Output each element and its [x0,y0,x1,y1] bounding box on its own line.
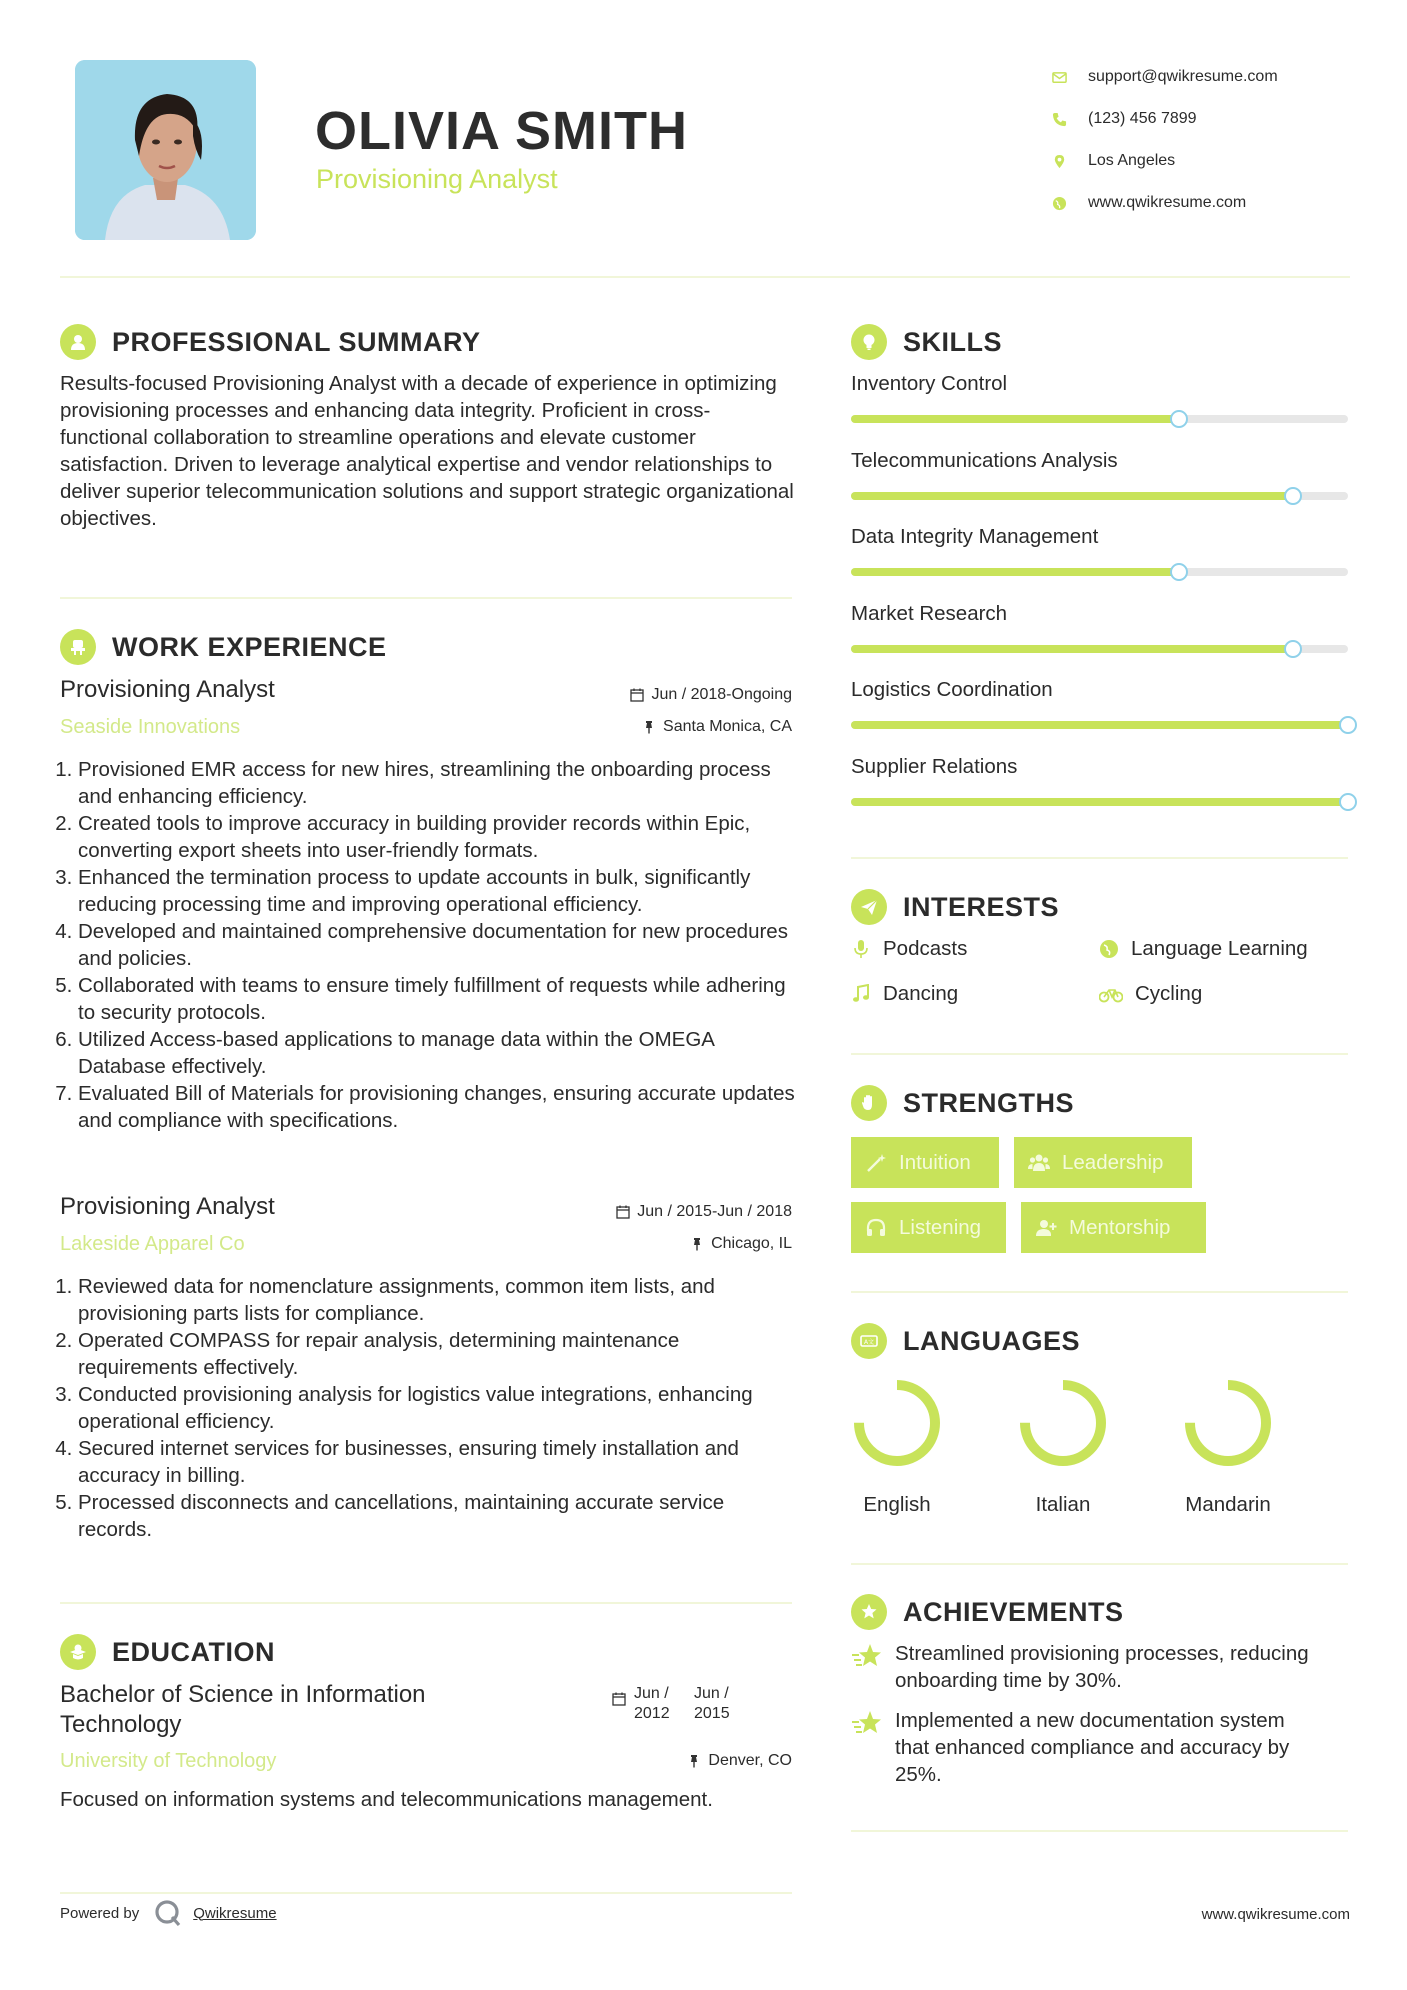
skill-bar-fill [851,721,1348,729]
interests-divider [851,1053,1348,1055]
group-icon [1028,1152,1050,1174]
skill-bar-knob [1284,487,1302,505]
interest-item [851,982,958,1006]
music-note-icon [851,984,871,1004]
strength-tag [851,1137,999,1188]
skill-bar-knob [1284,640,1302,658]
contact-website-text: www.qwikresume.com [1088,194,1247,211]
skill-bar-fill [851,492,1293,500]
achievements-heading [851,1594,1124,1630]
bicycle-icon [1099,984,1123,1004]
contact-location [1052,140,1372,182]
languages-title: LANGUAGES [903,1325,1081,1356]
language-ring-arc [859,1385,935,1461]
envelope-icon [1052,70,1088,85]
user-icon [60,324,96,360]
list-item: 3. Conducted provisioning analysis for logistics value integrations, enhancing operational efficiency. [78,1381,800,1435]
language-name: Mandarin [1185,1493,1271,1516]
pushpin-icon [642,720,656,734]
skill-bar-knob [1170,563,1188,581]
list-item: 1. Provisioned EMR access for new hires, streamlining the onboarding process and enhancing efficiency. [78,756,800,810]
skill-bar [851,568,1348,576]
interest-label: Podcasts [883,937,968,960]
job-2-duties [60,1273,800,1543]
skill-bar [851,798,1348,806]
skill-bar-knob [1339,793,1357,811]
star-icon [851,1709,883,1737]
skill-bar [851,721,1348,729]
languages-divider [851,1563,1348,1565]
interests-title: INTERESTS [903,891,1060,922]
job-1-location-text: Santa Monica, CA [663,718,792,735]
experience-title: WORK EXPERIENCE [112,631,387,662]
skills-divider [851,857,1348,859]
education-title: EDUCATION [112,1636,275,1667]
list-item: 5. Collaborated with teams to ensure timely fulfillment of requests while adhering to security protocols. [78,972,800,1026]
skill-label: Supplier Relations [851,754,1018,778]
job-2-title: Provisioning Analyst [60,1193,275,1220]
contact-location-text: Los Angeles [1088,152,1176,169]
footer-website[interactable]: www.qwikresume.com [1201,1906,1350,1923]
strength-label: Listening [899,1215,982,1239]
lightbulb-icon [851,324,887,360]
job-1-location [560,718,792,736]
skill-bar-fill [851,568,1179,576]
candidate-name: OLIVIA SMITH [315,101,688,161]
job-1-title: Provisioning Analyst [60,676,275,703]
education-location-text: Denver, CO [708,1752,792,1769]
experience-divider [60,1602,792,1604]
job-1-date [560,686,792,704]
skill-label: Market Research [851,601,1008,625]
language-ring [1182,1377,1274,1469]
footer-brand [60,1898,277,1928]
magic-wand-icon [865,1152,887,1174]
strength-tag [1014,1137,1192,1188]
job-1-date-text: Jun / 2018-Ongoing [651,686,792,703]
summary-heading [60,324,481,360]
experience-heading [60,629,387,665]
microphone-icon [851,939,871,959]
skill-bar-knob [1339,716,1357,734]
interest-label: Language Learning [1131,937,1308,960]
achievement-item [851,1707,1311,1788]
list-item: 4. Secured internet services for businesses, ensuring timely installation and accuracy in billing. [78,1435,800,1489]
contact-phone[interactable] [1052,98,1372,140]
skill-bar [851,415,1348,423]
education-school: University of Technology [60,1750,277,1772]
contact-phone-text: (123) 456 7899 [1088,110,1197,127]
list-item: 4. Developed and maintained comprehensive documentation for new procedures and policies. [78,918,800,972]
education-heading [60,1634,275,1670]
job-1-company: Seaside Innovations [60,716,241,738]
skill-bar-knob [1170,410,1188,428]
strength-label: Leadership [1062,1150,1164,1174]
list-item: 3. Enhanced the termination process to update accounts in bulk, significantly reducing processing time and improving operational efficiency. [78,864,800,918]
strengths-heading [851,1085,1074,1121]
job-2-date-text: Jun / 2015-Jun / 2018 [637,1203,792,1220]
strengths-title: STRENGTHS [903,1087,1075,1118]
list-item: 7. Evaluated Bill of Materials for provisioning changes, ensuring accurate updates and compliance with specifications. [78,1080,800,1134]
briefcase-icon [60,629,96,665]
pushpin-icon [687,1754,701,1768]
calendar-icon [616,1205,630,1219]
language-item [1168,1377,1288,1517]
svg-text:A文: A文 [863,1339,875,1346]
contact-email[interactable] [1052,56,1372,98]
language-name: English [863,1493,931,1516]
job-2-location [560,1235,792,1253]
qwikresume-link[interactable]: Qwikresume [193,1904,277,1922]
qwikresume-logo-icon [153,1898,183,1928]
skill-bar-fill [851,798,1348,806]
globe-icon [1099,939,1119,959]
contact-website[interactable] [1052,182,1372,224]
calendar-icon [630,688,644,702]
strength-label: Intuition [899,1150,971,1174]
summary-title: PROFESSIONAL SUMMARY [112,326,481,357]
education-date [612,1684,740,1724]
job-2-company: Lakeside Apparel Co [60,1233,245,1255]
skill-label: Telecommunications Analysis [851,448,1118,472]
language-ring-arc [1190,1385,1266,1461]
hand-icon [851,1085,887,1121]
education-degree: Bachelor of Science in Information Technology [60,1681,426,1738]
achievements-divider [851,1830,1348,1832]
job-2-location-text: Chicago, IL [711,1235,792,1252]
user-plus-icon [1035,1217,1057,1239]
language-item [837,1377,957,1517]
languages-heading [851,1323,1080,1359]
candidate-role: Provisioning Analyst [316,164,558,194]
phone-icon [1052,112,1088,127]
powered-by-text: Powered by [60,1904,140,1922]
contact-block [1052,56,1372,224]
pushpin-icon [690,1237,704,1251]
header-divider [60,276,1350,278]
language-item [1003,1377,1123,1517]
list-item: 2. Created tools to improve accuracy in building provider records within Epic, converting export sheets into user-friendly formats. [78,810,800,864]
skill-label: Inventory Control [851,372,1008,395]
achievement-text: Streamlined provisioning processes, reducing onboarding time by 30%. [895,1642,1309,1692]
list-item: 6. Utilized Access-based applications to manage data within the OMEGA Database effectively. [78,1026,800,1080]
list-item: 2. Operated COMPASS for repair analysis, determining maintenance requirements effectively. [78,1327,800,1381]
calendar-icon [612,1692,626,1706]
footer-divider [60,1892,792,1894]
profile-photo [75,60,256,240]
graduation-icon [60,1634,96,1670]
education-date-start: Jun / 2012 [634,1685,670,1722]
strengths-divider [851,1291,1348,1293]
globe-icon [1052,196,1088,211]
language-ring [1017,1377,1109,1469]
job-1-duties [60,756,800,1134]
interest-label: Dancing [883,982,959,1005]
strength-tag [1021,1202,1206,1253]
strength-tag [851,1202,1006,1253]
achievements-title: ACHIEVEMENTS [903,1596,1124,1627]
interest-label: Cycling [1135,982,1203,1005]
interest-item [1099,982,1202,1006]
interest-item [1099,937,1308,961]
skill-bar-fill [851,645,1293,653]
language-icon [851,1323,887,1359]
interests-heading [851,889,1059,925]
skill-bar-fill [851,415,1179,423]
map-pin-icon [1052,154,1088,169]
summary-divider [60,597,792,599]
skill-label: Logistics Coordination [851,678,1053,701]
strength-label: Mentorship [1069,1215,1171,1239]
contact-email-text: support@qwikresume.com [1088,68,1278,85]
skill-label: Data Integrity Management [851,525,1099,548]
list-item: 1. Reviewed data for nomenclature assignments, common item lists, and provisioning parts lists for compliance. [78,1273,800,1327]
summary-text: Results-focused Provisioning Analyst with a decade of experience in optimizing provisioning processes and enhancing data integrity. Proficient in cross-functional collaboration to streamline operations and elevate customer satisfaction. Driven to leverage analytical expertise and vendor relationships to deliver superior telecommunication solutions and support strategic organizational objectives. [60,372,794,530]
achievement-text: Implemented a new documentation system that enhanced compliance and accuracy by 25%. [895,1709,1290,1786]
education-date-end: Jun / 2015 [694,1685,730,1722]
headphones-icon [865,1217,887,1239]
skills-title: SKILLS [903,326,1003,357]
education-description: Focused on information systems and telecommunications management. [60,1788,713,1811]
skill-bar [851,492,1348,500]
list-item: 5. Processed disconnects and cancellations, maintaining accurate service records. [78,1489,800,1543]
skill-bar [851,645,1348,653]
skills-heading [851,324,1002,360]
language-ring [851,1377,943,1469]
paper-plane-icon [851,889,887,925]
education-location [560,1752,792,1770]
star-icon [851,1642,883,1670]
language-name: Italian [1035,1493,1091,1516]
language-ring-arc [1025,1385,1101,1461]
job-2-date [540,1203,792,1221]
achievement-item [851,1640,1351,1694]
interest-item [851,937,967,961]
award-icon [851,1594,887,1630]
